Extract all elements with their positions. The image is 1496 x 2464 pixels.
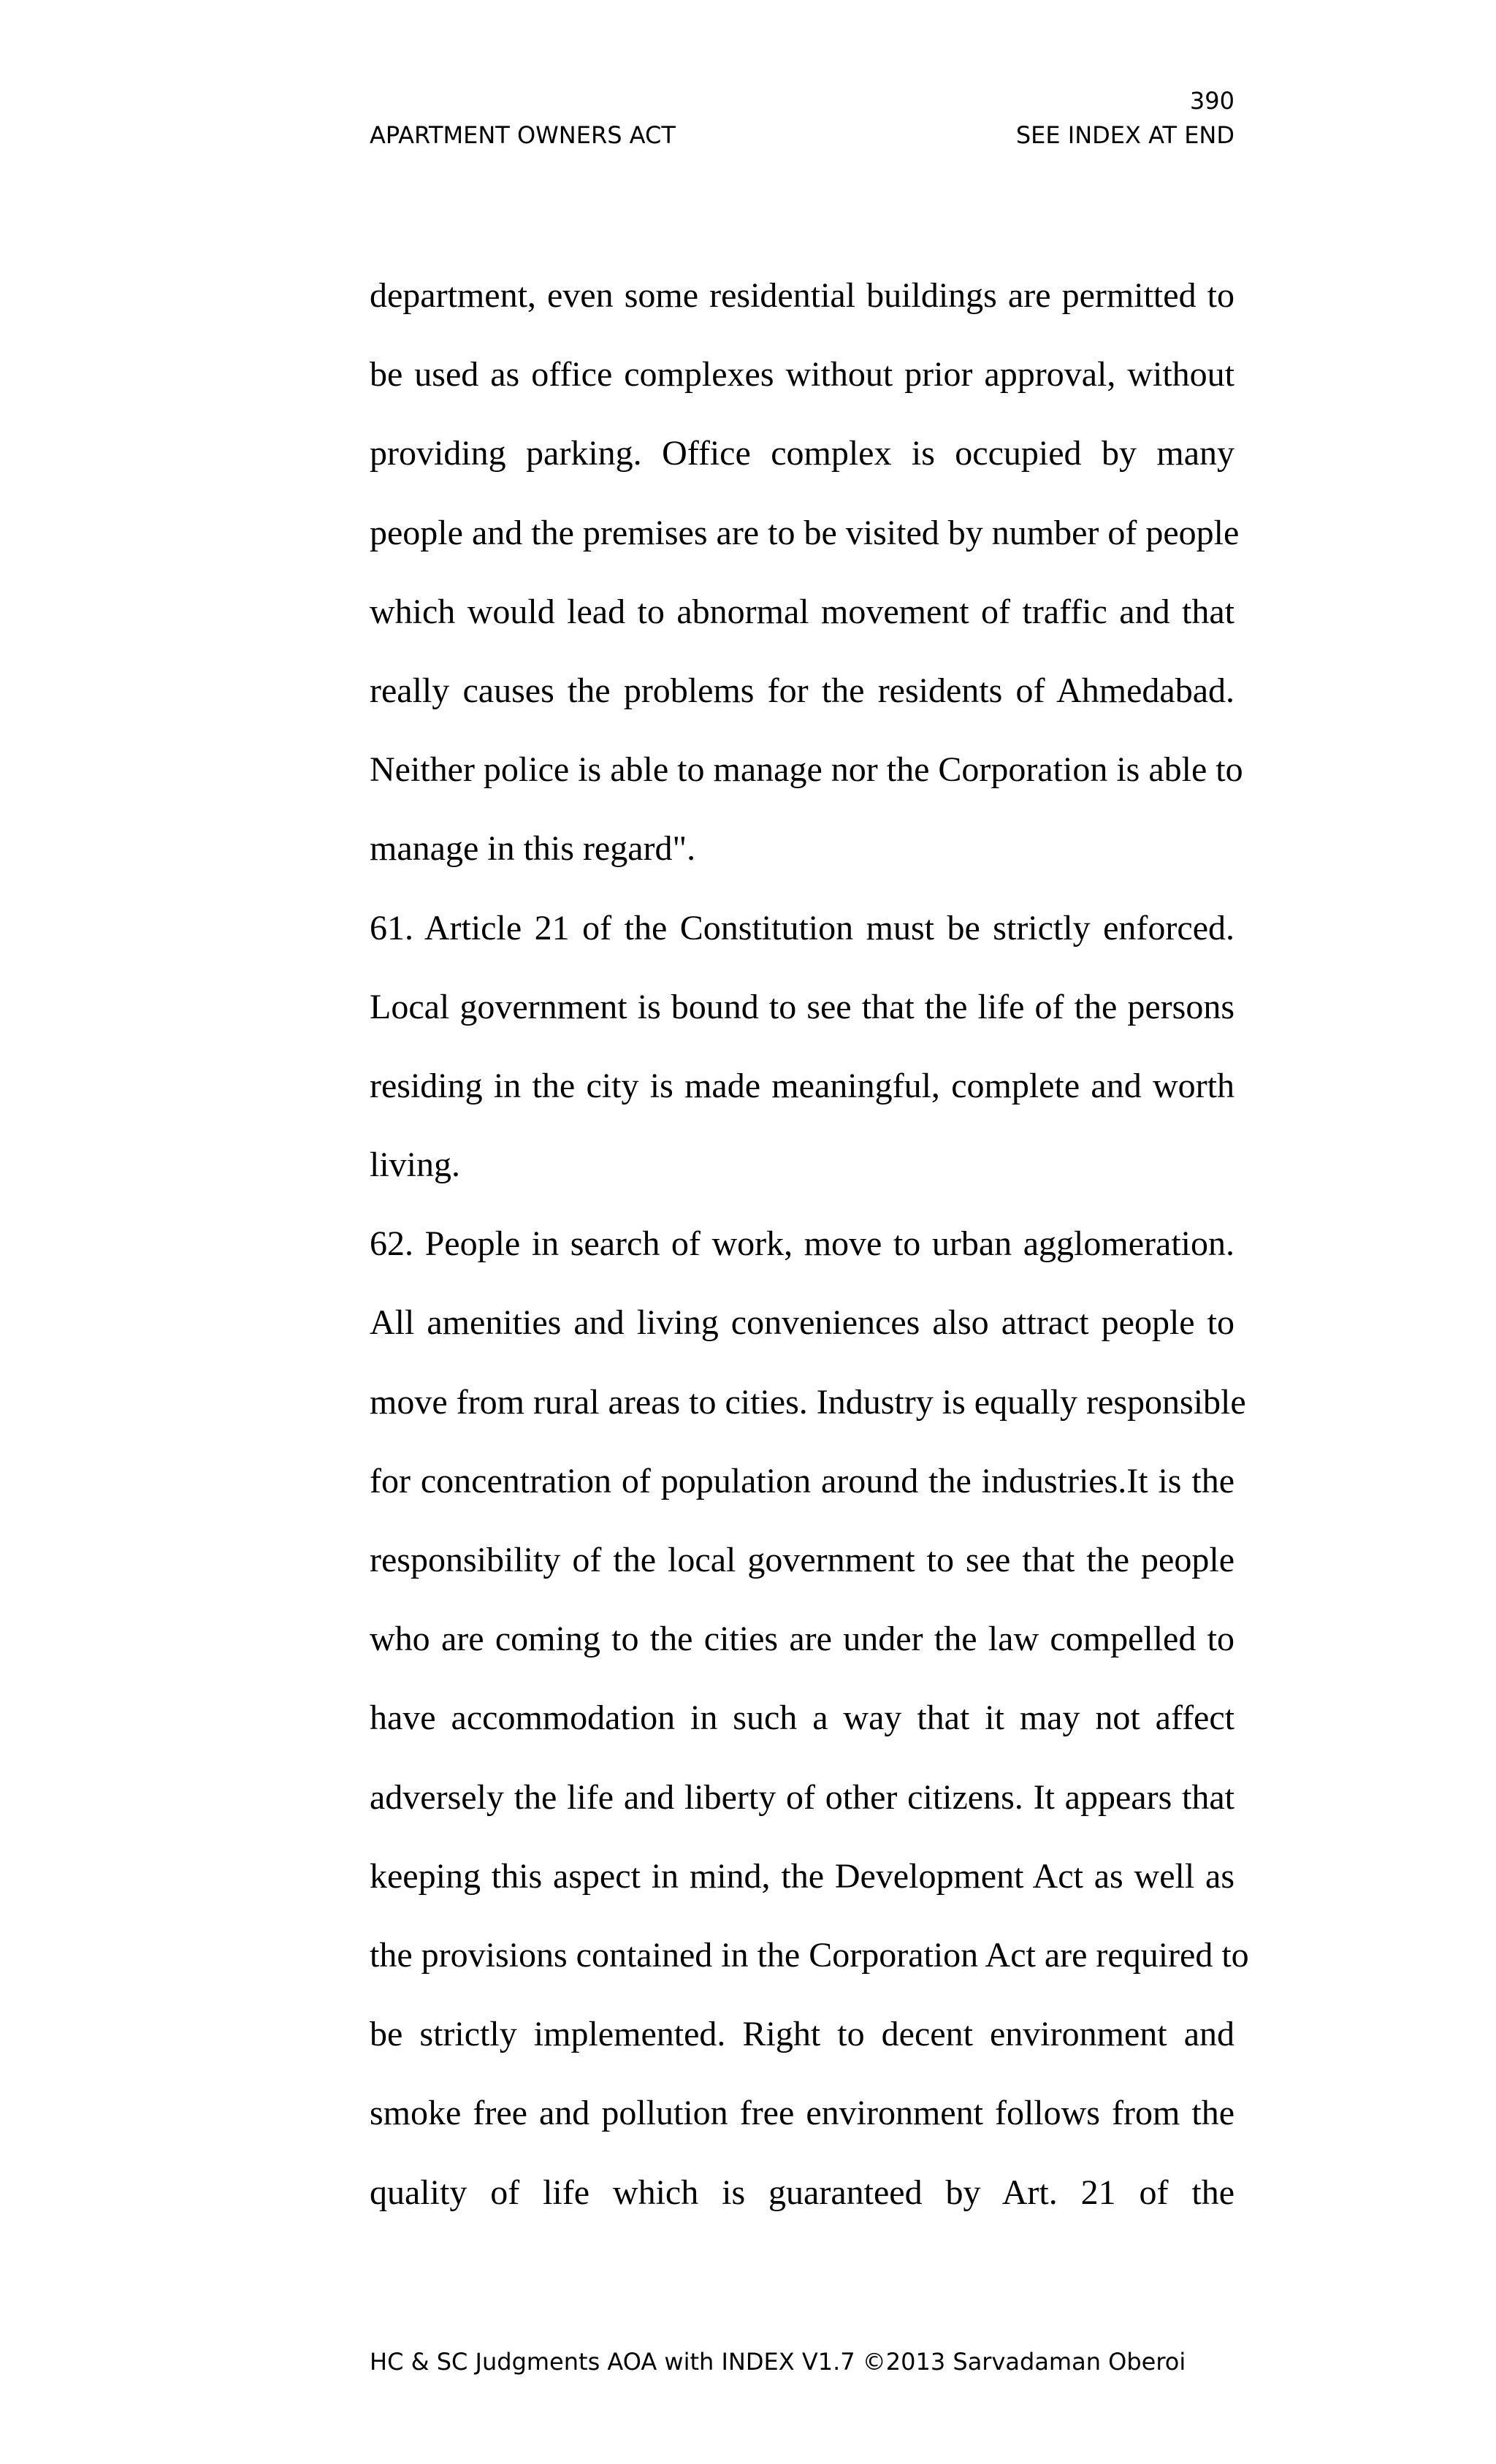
footer: HC & SC Judgments AOA with INDEX V1.7 ©2013 Sarvadaman Oberoi (370, 2348, 1186, 2376)
body-line: adversely the life and liberty of other citizens. It appears that (370, 1777, 1234, 1817)
body-line: 62. People in search of work, move to urban agglomeration. (370, 1224, 1234, 1264)
body-line: move from rural areas to cities. Industry is equally responsible (370, 1382, 1246, 1422)
body-line: manage in this regard". (370, 829, 696, 869)
body-line: for concentration of population around the industries.It is the (370, 1461, 1234, 1500)
body-line: smoke free and pollution free environment follows from the (370, 2094, 1234, 2133)
page-number: 390 (1189, 87, 1234, 115)
body-line: the provisions contained in the Corporation Act are required to (370, 1935, 1249, 1975)
body-line: All amenities and living conveniences also attract people to (370, 1303, 1234, 1343)
body-line: be used as office complexes without prior approval, without (370, 355, 1234, 394)
body-line: department, even some residential buildings are permitted to (370, 276, 1234, 315)
body-line: living. (370, 1145, 461, 1185)
body-line: Neither police is able to manage nor the Corporation is able to (370, 750, 1243, 790)
body-line: residing in the city is made meaningful, complete and worth (370, 1066, 1234, 1105)
body-line: have accommodation in such a way that it may not affect (370, 1698, 1234, 1738)
body-line: responsibility of the local government to see that the people (370, 1541, 1234, 1579)
running-header-left: APARTMENT OWNERS ACT (370, 121, 676, 149)
body-line: 61. Article 21 of the Constitution must be strictly enforced. (370, 908, 1234, 947)
body-line: providing parking. Office complex is occupied by many (370, 434, 1234, 473)
body-line: Local government is bound to see that the life of the persons (370, 987, 1234, 1026)
body-line: be strictly implemented. Right to decent environment and (370, 2015, 1234, 2054)
body-line: who are coming to the cities are under the law compelled to (370, 1620, 1234, 1659)
body-line: people and the premises are to be visited by number of people (370, 513, 1240, 552)
body-text (370, 256, 1249, 2232)
body-line: quality of life which is guaranteed by Art. 21 of the (370, 2173, 1234, 2212)
running-header-right: SEE INDEX AT END (1015, 121, 1234, 149)
body-line: keeping this aspect in mind, the Development Act as well as (370, 1856, 1234, 1896)
body-line: really causes the problems for the residents of Ahmedabad. (370, 671, 1234, 710)
body-line: which would lead to abnormal movement of traffic and that (370, 592, 1234, 631)
